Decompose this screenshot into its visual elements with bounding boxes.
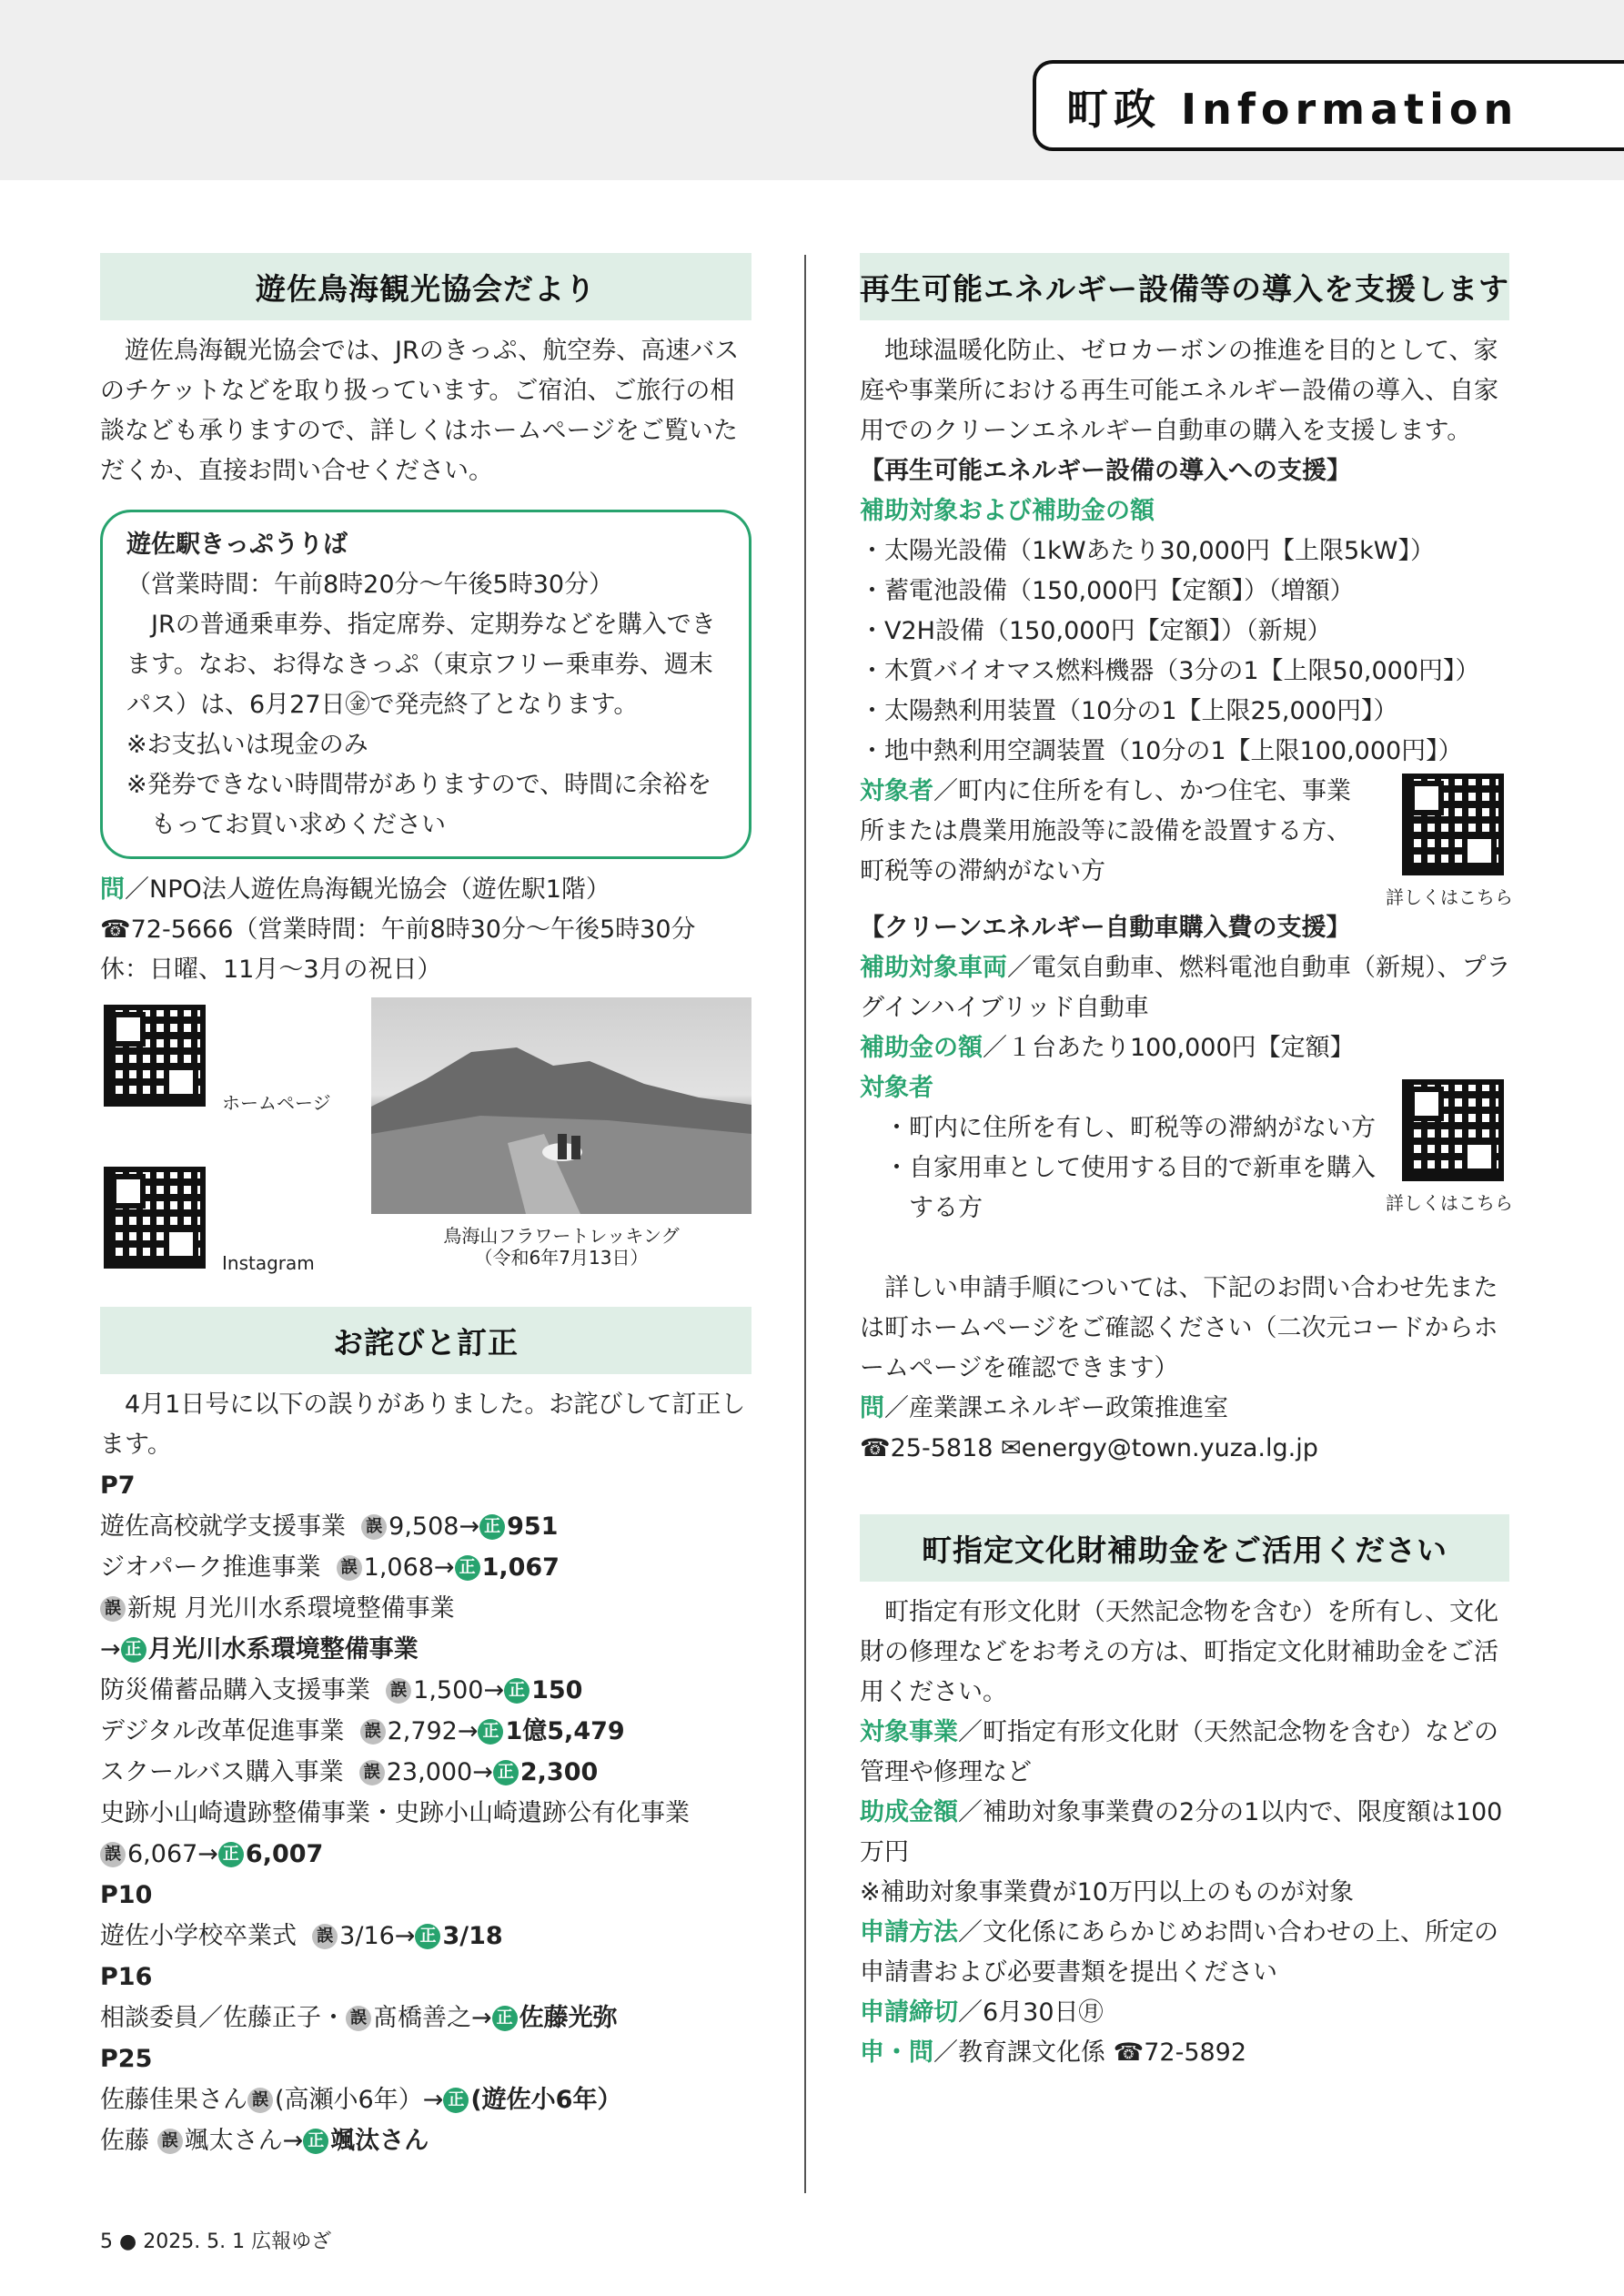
ticket-office-desc: JRの普通乗車券、指定席券、定期券などを購入できます。なお、お得なきっぷ（東京フリー乗車券、週末パス）は、6月27日㊎で発売終了となります。: [126, 611, 716, 719]
mountain-photo: [371, 997, 751, 1214]
errata-row: デジタル改革促進事業 誤 2,792→ 正 1億5,479: [100, 1717, 625, 1745]
wrong-badge: 誤: [100, 1842, 126, 1867]
contact-org: ／NPO法人遊佐鳥海観光協会（遊佐駅1階）: [125, 875, 610, 904]
page-p25: P25: [100, 2045, 153, 2073]
target2-item: ・町内に住所を有し、町税等の滞納がない方: [884, 1114, 1376, 1142]
right-badge: 正: [504, 1678, 530, 1704]
errata-row: 防災備蓄品購入支援事業 誤 1,500→ 正 150: [100, 1676, 583, 1704]
errata-row: 佐藤 誤 颯太さん→ 正 颯汰さん: [100, 2127, 429, 2155]
footer-publication: 広報ゆざ: [251, 2230, 332, 2253]
target-text: ／町内に住所を有し、かつ住宅、事業所または農業用施設等に設備を設置する方、町税等の滞納がない方: [860, 777, 1351, 885]
energy-contact-text: ／産業課エネルギー政策推進室: [884, 1394, 1228, 1422]
right-badge: 正: [218, 1842, 244, 1867]
energy-sub2: 【クリーンエネルギー自動車購入費の支援】: [860, 914, 1351, 942]
culture-project-label: 対象事業: [860, 1718, 958, 1746]
wrong-badge: 誤: [360, 1719, 386, 1745]
errata-row: 史跡小山崎遺跡整備事業・史跡小山崎遺跡公有化事業: [100, 1799, 690, 1827]
right-column: [860, 253, 1519, 2073]
section-title-energy: 再生可能エネルギー設備等の導入を支援します: [860, 253, 1509, 320]
energy-qr-label: 詳しくはこちら: [1386, 886, 1513, 908]
homepage-qr-code[interactable]: [104, 1005, 206, 1107]
target-block: [860, 772, 1519, 908]
errata-row: 誤 新規 月光川水系環境整備事業: [100, 1588, 751, 1629]
right-badge: 正: [479, 1514, 505, 1540]
energy-item: ・太陽光設備（1kWあたり30,000円【上限5kW】）: [860, 537, 1435, 565]
culture-method-label: 申請方法: [860, 1918, 958, 1947]
section-title-tourism: 遊佐鳥海観光協会だより: [100, 253, 751, 320]
culture-deadline-label: 申請締切: [860, 1998, 958, 2027]
apology-intro: 4月1日号に以下の誤りがありました。お詫びして訂正します。: [100, 1391, 746, 1459]
errata-row: 遊佐小学校卒業式 誤 3/16→ 正 3/18: [100, 1922, 503, 1950]
errata-row: 佐藤佳果さん 誤 (高瀬小6年）→ 正 (遊佐小6年）: [100, 2086, 622, 2114]
culture-contact-text: ／教育課文化係 ☎72-5892: [933, 2038, 1247, 2067]
vehicle-text: ／電気自動車、燃料電池自動車（新規）、プラグインハイブリッド自動車: [860, 954, 1511, 1022]
wrong-badge: 誤: [386, 1678, 411, 1704]
page-p7: P7: [100, 1472, 136, 1500]
culture-method-text: ／文化係にあらかじめお問い合わせの上、所定の申請書および必要書類を提出ください: [860, 1918, 1498, 1987]
target2-item: ・自家用車として使用する目的で新車を購入する方: [884, 1154, 1376, 1222]
contact-holiday: 休：日曜、11月～3月の祝日）: [100, 956, 442, 984]
energy-sub1: 【再生可能エネルギー設備の導入への支援】: [860, 457, 1351, 485]
page-title: 町政 Information: [1066, 85, 1519, 134]
target2-block: [860, 1068, 1519, 1229]
right-badge: 正: [492, 2006, 518, 2031]
wrong-badge: 誤: [100, 1596, 126, 1622]
wrong-badge: 誤: [247, 2088, 273, 2113]
errata-row: スクールバス購入事業 誤 23,000→ 正 2,300: [100, 1758, 599, 1786]
right-badge: 正: [493, 1760, 519, 1785]
errata-row: → 正 月光川水系環境整備事業: [100, 1635, 419, 1664]
tourism-intro: 遊佐鳥海観光協会では、JRのきっぷ、航空券、高速バスのチケットなどを取り扱っています。ご宿泊、ご旅行の相談なども承りますので、詳しくはホームページをご覧いただくか、直接お問い合せください。: [100, 337, 740, 485]
footer-date: 2025. 5. 1: [143, 2230, 246, 2253]
culture-contact-label: 申・問: [860, 2038, 933, 2067]
energy-contact-tel: ☎25-5818 ✉energy@town.yuza.lg.jp: [860, 1434, 1318, 1462]
culture-intro: 町指定有形文化財（天然記念物を含む）を所有し、文化財の修理などをお考えの方は、町指定文化財補助金をご活用ください。: [860, 1598, 1498, 1706]
energy-sub1-label: 補助対象および補助金の額: [860, 497, 1155, 525]
wrong-badge: 誤: [337, 1555, 362, 1581]
vehicle-qr-label: 詳しくはこちら: [1386, 1192, 1513, 1214]
ticket-office-title: 遊佐駅きっぷうりば: [126, 531, 348, 559]
right-badge: 正: [478, 1719, 503, 1745]
photo-caption-2: （令和6年7月13日）: [474, 1247, 649, 1269]
instagram-qr-label: Instagram: [222, 1252, 315, 1274]
errata-row: 誤 6,067→ 正 6,007: [100, 1834, 751, 1875]
homepage-qr-label: ホームページ: [222, 1092, 331, 1114]
culture-amount-text: ／補助対象事業費の2分の1以内で、限度額は100万円: [860, 1798, 1503, 1866]
errata-list: [100, 1465, 751, 2161]
energy-item: ・蓄電池設備（150,000円【定額】）（増額）: [860, 577, 1355, 605]
right-badge: 正: [303, 2129, 328, 2154]
ticket-office-box: [100, 510, 751, 859]
amount-text: ／１台あたり100,000円【定額】: [983, 1034, 1355, 1062]
target-label: 対象者: [860, 777, 933, 805]
culture-amount-label: 助成金額: [860, 1798, 958, 1826]
media-area: [100, 997, 751, 1274]
contact-label: 問: [100, 875, 125, 904]
page-p10: P10: [100, 1881, 153, 1909]
wrong-badge: 誤: [359, 1760, 385, 1785]
footer: [100, 2226, 331, 2254]
target2-label: 対象者: [860, 1074, 933, 1102]
errata-row: ジオパーク推進事業 誤 1,068→ 正 1,067: [100, 1553, 560, 1582]
photo-caption-1: 鳥海山フラワートレッキング: [443, 1225, 680, 1247]
vehicle-qr-code[interactable]: [1402, 1079, 1504, 1181]
energy-contact-label: 問: [860, 1394, 884, 1422]
ticket-office-note1: ※お支払いは現金のみ: [126, 731, 368, 759]
wrong-badge: 誤: [312, 1924, 338, 1949]
wrong-badge: 誤: [346, 2006, 371, 2031]
ticket-office-note2: ※発券できない時間帯がありますので、時間に余裕をもってお買い求めください: [126, 771, 712, 839]
ticket-office-hours: （営業時間：午前8時20分～午後5時30分）: [126, 571, 614, 599]
column-divider: [804, 255, 806, 2193]
contact-tel: ☎72-5666（営業時間：午前8時30分～午後5時30分: [100, 915, 696, 944]
culture-project-text: ／町指定有形文化財（天然記念物を含む）などの管理や修理など: [860, 1718, 1498, 1786]
footer-dot-icon: ●: [119, 2230, 137, 2253]
right-badge: 正: [121, 1637, 146, 1663]
instagram-qr-code[interactable]: [104, 1167, 206, 1269]
page-number: 5: [100, 2230, 113, 2253]
left-column: [100, 253, 751, 2161]
culture-deadline-text: ／6月30日㊊: [958, 1998, 1104, 2027]
energy-item: ・地中熱利用空調装置（10分の1【上限100,000円】）: [860, 737, 1463, 765]
culture-note: ※補助対象事業費が10万円以上のものが対象: [860, 1878, 1354, 1907]
amount-label: 補助金の額: [860, 1034, 983, 1062]
right-badge: 正: [443, 2088, 469, 2113]
wrong-badge: 誤: [361, 1514, 387, 1540]
mountain-illustration: [371, 997, 751, 1214]
right-badge: 正: [415, 1924, 440, 1949]
energy-qr-code[interactable]: [1402, 774, 1504, 875]
section-title-culture: 町指定文化財補助金をご活用ください: [860, 1514, 1509, 1582]
vehicle-label: 補助対象車両: [860, 954, 1007, 982]
errata-row: 遊佐高校就学支援事業 誤 9,508→ 正 951: [100, 1512, 559, 1541]
energy-details: 詳しい申請手順については、下記のお問い合わせ先または町ホームページをご確認ください（二次元コードからホームページを確認できます）: [860, 1274, 1498, 1382]
right-badge: 正: [455, 1555, 480, 1581]
energy-item: ・V2H設備（150,000円【定額】）（新規）: [860, 617, 1332, 645]
section-title-apology: お詫びと訂正: [100, 1307, 751, 1374]
energy-item: ・太陽熱利用装置（10分の1【上限25,000円】）: [860, 697, 1398, 725]
wrong-badge: 誤: [157, 2129, 183, 2154]
errata-row: 相談委員／佐藤正子・ 誤 髙橋善之→ 正 佐藤光弥: [100, 2004, 618, 2032]
page-p16: P16: [100, 1963, 153, 1991]
energy-intro: 地球温暖化防止、ゼロカーボンの推進を目的として、家庭や事業所における再生可能エネルギー設備の導入、自家用でのクリーンエネルギー自動車の購入を支援します。: [860, 337, 1498, 445]
energy-item: ・木質バイオマス燃料機器（3分の1【上限50,000円】）: [860, 657, 1480, 685]
